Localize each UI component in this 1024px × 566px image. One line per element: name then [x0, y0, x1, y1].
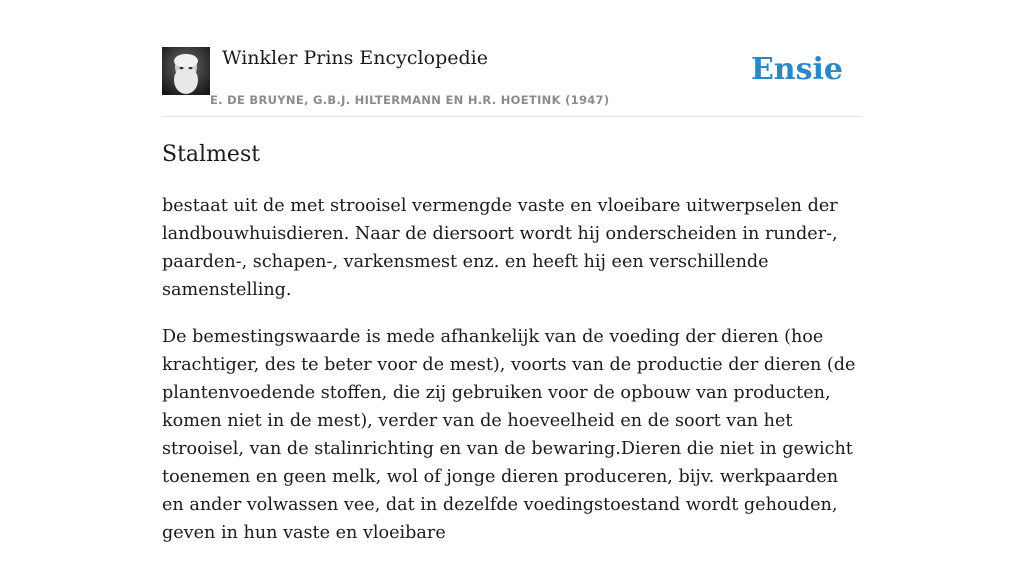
article-paragraph: bestaat uit de met strooisel vermengde vaste en vloeibare uitwerpselen der landbouwhuisdieren. Naar de diersoort wordt hij onderscheiden in runder-, paarden-, schapen-, varkensmest enz. en heeft hij een verschillende samenstelling.: [162, 196, 838, 300]
article-paragraph: De bemestingswaarde is mede afhankelijk van de voeding der dieren (hoe krachtiger, des te beter voor de mest), voorts van de productie der dieren (de plantenvoedende stoffen, die zij gebruiken voor de opbouw van producten, komen niet in de mest), verder van de hoeveelheid en de soort van het strooisel, van de stalinrichting en van de bewaring.Dieren die niet in gewicht toenemen en geen melk, wol of jonge dieren produceren, bijv. werkpaarden en ander volwassen vee, dat in dezelfde voedingstoestand wordt gehouden, geven in hun vaste en vloeibare: [162, 327, 856, 543]
article-title: Stalmest: [162, 142, 261, 167]
source-title[interactable]: Winkler Prins Encyclopedie: [222, 47, 488, 69]
ensie-logo-link[interactable]: Ensie: [750, 52, 843, 87]
source-header: [162, 46, 862, 117]
source-authors: E. DE BRUYNE, G.B.J. HILTERMANN EN H.R. HOETINK (1947): [210, 93, 610, 107]
article-body: [162, 192, 862, 566]
portrait-image: [162, 47, 210, 95]
author-portrait: [162, 47, 210, 95]
